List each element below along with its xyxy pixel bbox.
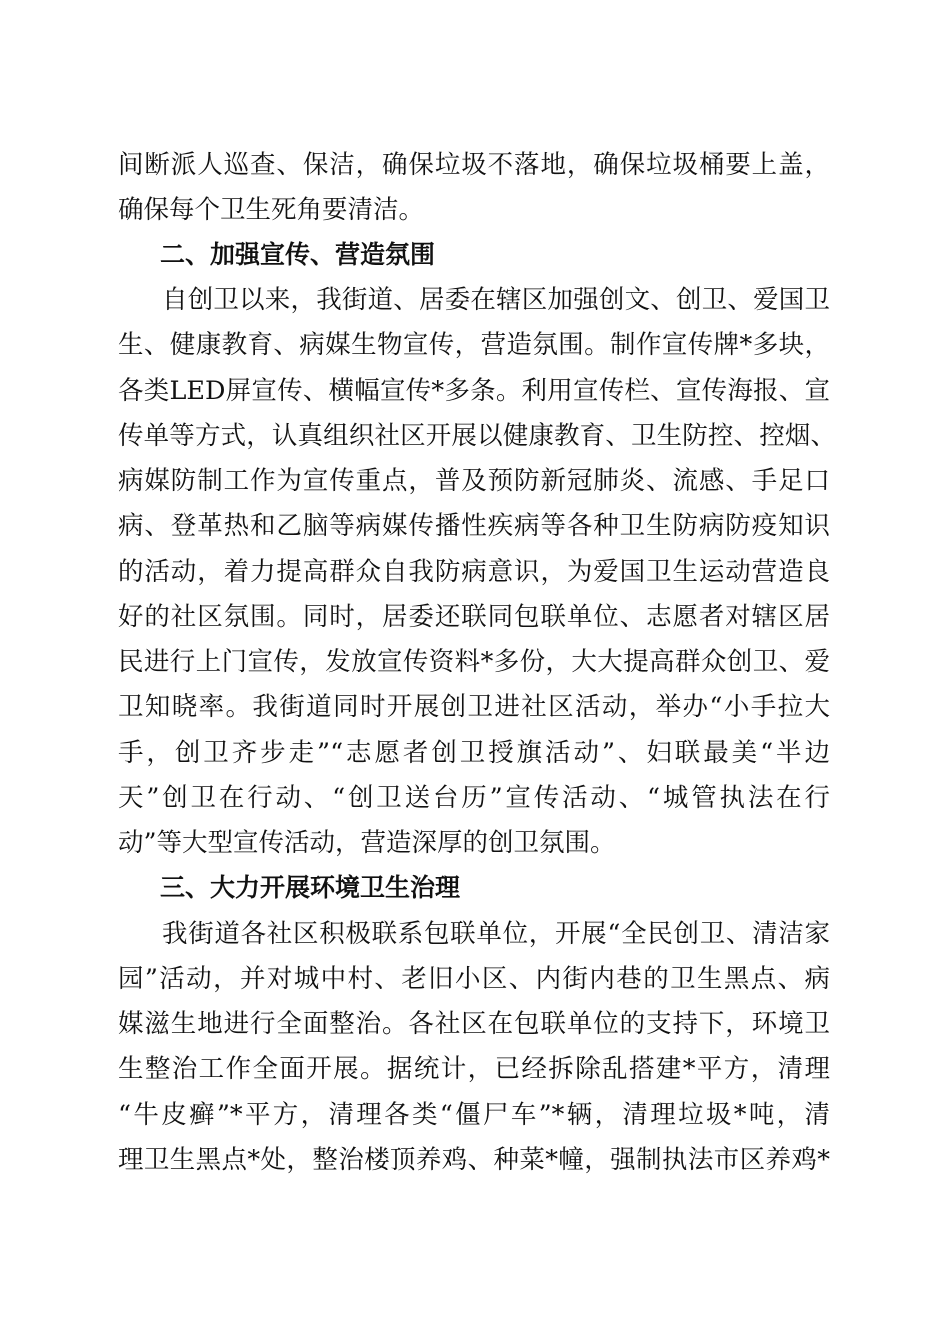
text-line: 各类LED屏宣传、横幅宣传*多条。利用宣传栏、宣传海报、宣 (118, 376, 830, 406)
text-line: 传单等方式，认真组织社区开展以健康教育、卫生防控、控烟、 (118, 421, 836, 451)
text-line: 卫知晓率。我街道同时开展创卫进社区活动，举办“小手拉大 (118, 692, 830, 722)
text-line: 病、登革热和乙脑等病媒传播性疾病等各种卫生防病防疫知识 (118, 511, 830, 541)
text-line: 理卫生黑点*处，整治楼顶养鸡、种菜*幢，强制执法市区养鸡* (118, 1145, 830, 1175)
text-line: 生整治工作全面开展。据统计，已经拆除乱搭建*平方，清理 (118, 1054, 830, 1084)
text-line: 民进行上门宣传，发放宣传资料*多份，大大提高群众创卫、爱 (118, 647, 830, 677)
section-heading: 二、加强宣传、营造氛围 (160, 240, 436, 269)
text-line: 手，创卫齐步走”“志愿者创卫授旗活动”、妇联最美“半边 (118, 738, 830, 768)
text-line: 的活动，着力提高群众自我防病意识，为爱国卫生运动营造良 (118, 557, 830, 587)
text-line: 天”创卫在行动、“创卫送台历”宣传活动、“城管执法在行 (118, 783, 830, 813)
text-line: 间断派人巡查、保洁，确保垃圾不落地，确保垃圾桶要上盖， (118, 150, 830, 180)
text-line: 动”等大型宣传活动，营造深厚的创卫氛围。 (118, 828, 616, 858)
paragraph-first-line: 我街道各社区积极联系包联单位，开展“全民创卫、清洁家 (162, 919, 830, 949)
text-line: “牛皮癣”*平方，清理各类“僵尸车”*辆，清理垃圾*吨，清 (118, 1100, 830, 1130)
text-line: 生、健康教育、病媒生物宣传，营造氛围。制作宣传牌*多块， (118, 330, 830, 360)
text-line: 园”活动，并对城中村、老旧小区、内街内巷的卫生黑点、病 (118, 964, 830, 994)
text-line: 确保每个卫生死角要清洁。 (118, 195, 425, 225)
paragraph-first-line: 自创卫以来，我街道、居委在辖区加强创文、创卫、爱国卫 (162, 285, 830, 315)
section-heading: 三、大力开展环境卫生治理 (160, 873, 461, 902)
text-line: 媒滋生地进行全面整治。各社区在包联单位的支持下，环境卫 (118, 1009, 830, 1039)
text-line: 病媒防制工作为宣传重点，普及预防新冠肺炎、流感、手足口 (118, 466, 830, 496)
text-line: 好的社区氛围。同时，居委还联同包联单位、志愿者对辖区居 (118, 602, 830, 632)
